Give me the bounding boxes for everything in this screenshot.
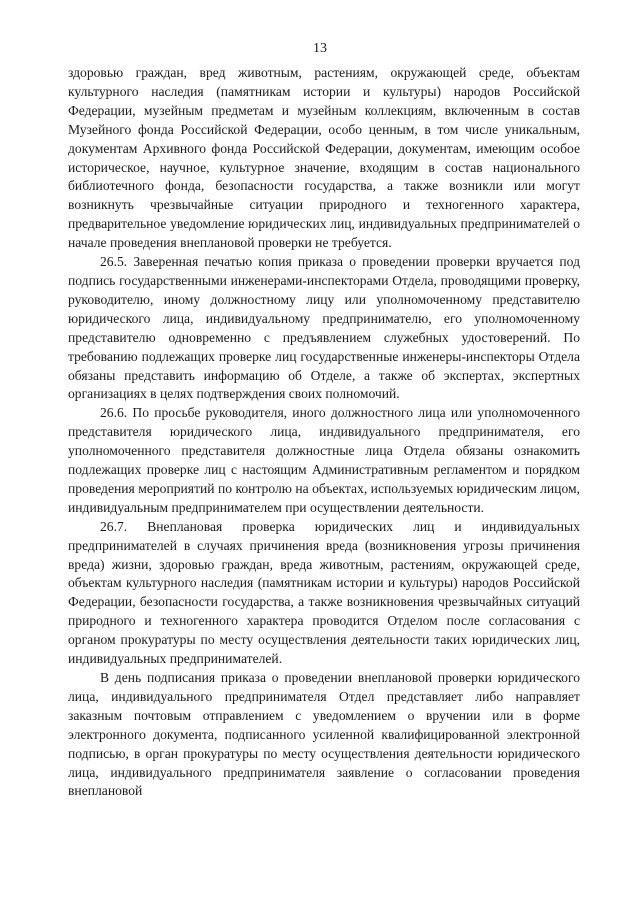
paragraph-26-5: 26.5. Заверенная печатью копия приказа о проведении проверки вручается под подпись государственными инженерами-инспекторами Отдела, проводящими проверку, руководителю, иному должностному лицу или уполномоченному представителю юридического лица, индивидуальному предпринимателю, его уполномоченному представителю одновременно с предъявлением служебных удостоверений. По требованию подлежащих проверке лиц государственные инженеры-инспекторы Отдела обязаны представить информацию об Отделе, а также об экспертах, экспертных организациях в целях подтверждения своих полномочий. bbox=[68, 254, 580, 402]
paragraph-26-6: 26.6. По просьбе руководителя, иного должностного лица или уполномоченного представителя юридического лица, индивидуального предпринимателя, его уполномоченного представителя должностные лица Отдела обязаны ознакомить подлежащих проверке лиц с настоящим Административным регламентом и порядком проведения мероприятий по контролю на объектах, используемых юридическим лицом, индивидуальным предпринимателем при осуществлении деятельности. bbox=[68, 405, 580, 515]
paragraph-26-7: 26.7. Внеплановая проверка юридических лиц и индивидуальных предпринимателей в случаях причинения вреда (возникновения угрозы причинения вреда) жизни, здоровью граждан, вреда животным, растениям, окружающей среде, объектам культурного наследия (памятникам истории и культуры) народов Российской Федерации, безопасности государства, а также возникновения чрезвычайных ситуаций природного и техногенного характера проводится Отделом после согласования с органом прокуратуры по месту осуществления деятельности таких юридических лиц, индивидуальных предпринимателей. bbox=[68, 518, 580, 667]
document-body bbox=[68, 64, 580, 801]
paragraph-approval-request: В день подписания приказа о проведении внеплановой проверки юридического лица, индивидуального предпринимателя Отдел представляет либо направляет заказным почтовым отправлением с уведомлением о вручении или в форме электронного документа, подписанного усиленной квалифицированной электронной подписью, в орган прокуратуры по месту осуществления деятельности юридического лица, индивидуального предпринимателя заявление о согласовании проведения внеплановой bbox=[68, 670, 580, 799]
page-number: 13 bbox=[313, 41, 327, 56]
paragraph-continuation: здоровью граждан, вред животным, растениям, окружающей среде, объектам культурного наследия (памятникам истории и культуры) народов Российской Федерации, музейным предметам и музейным коллекциям, включенным в состав Музейного фонда Российской Федерации, особо ценным, в том числе уникальным, документам Архивного фонда Российской Федерации, документам, имеющим особое историческое, научное, культурное значение, входящим в состав национального библиотечного фонда, безопасности государства, а также возникли или могут возникнуть чрезвычайные ситуации природного и техногенного характера, предварительное уведомление юридических лиц, индивидуальных предпринимателей о начале проведения внеплановой проверки не требуется. bbox=[68, 65, 580, 251]
